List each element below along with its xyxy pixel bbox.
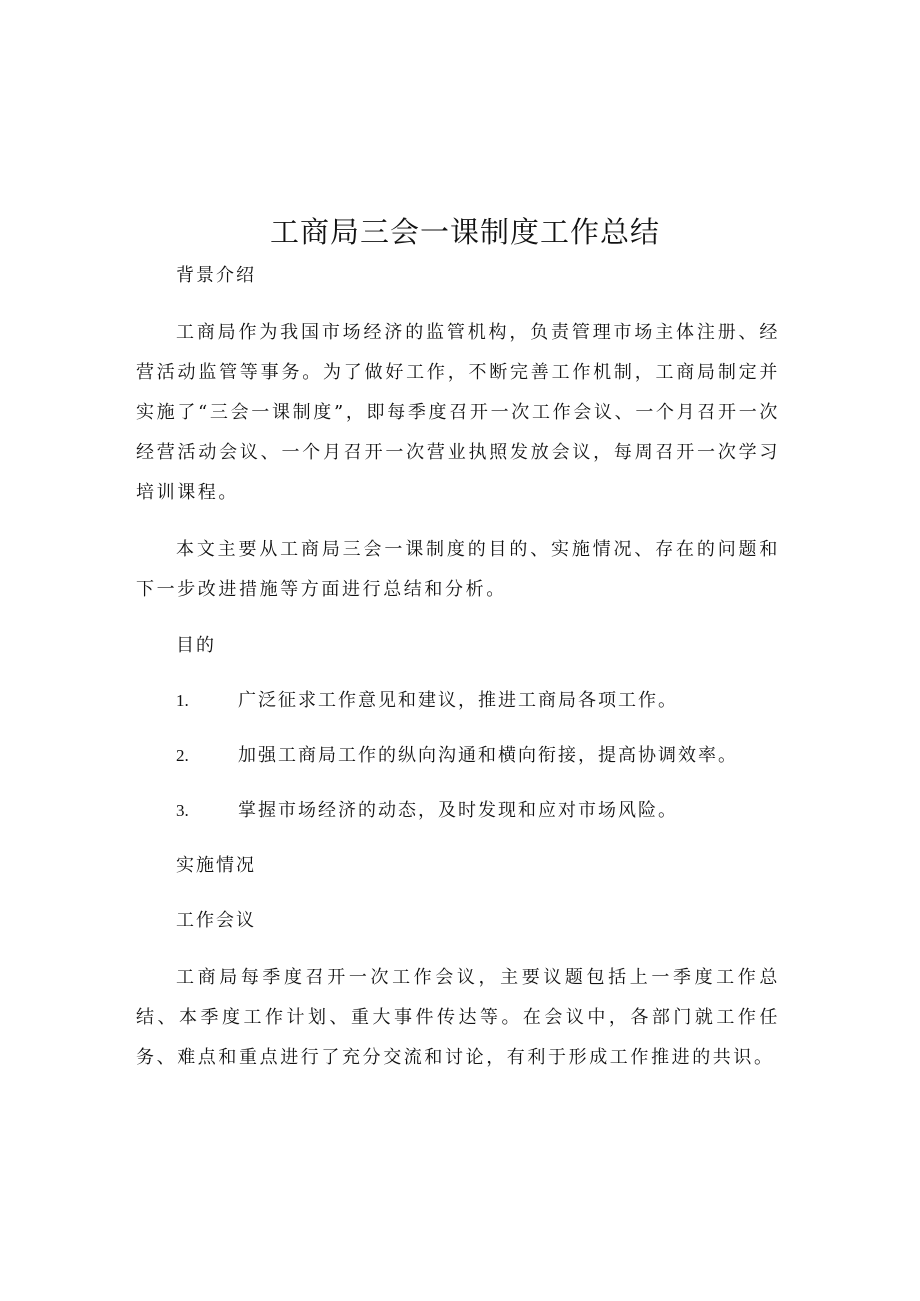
- list-item: [176, 687, 678, 715]
- list-item-text: 加强工商局工作的纵向沟通和横向衔接，提高协调效率。: [238, 745, 738, 766]
- document-title: 工商局三会一课制度工作总结: [269, 215, 660, 249]
- list-item: [176, 742, 738, 770]
- section-heading-background: 背景介绍: [176, 265, 256, 286]
- paragraph-work-meeting: 工商局每季度召开一次工作会议，主要议题包括上一季度工作总结、本季度工作计划、重大事件传达等。在会议中，各部门就工作任务、难点和重点进行了充分交流和讨论，有利于形成工作推进的共识。: [136, 967, 780, 1068]
- section-heading-implementation: 实施情况: [176, 855, 256, 876]
- list-item-number: 2.: [176, 746, 189, 765]
- list-item-text: 掌握市场经济的动态，及时发现和应对市场风险。: [238, 800, 678, 821]
- list-item-number: 3.: [176, 801, 189, 820]
- paragraph-background-2: 本文主要从工商局三会一课制度的目的、实施情况、存在的问题和下一步改进措施等方面进行总结和分析。: [136, 539, 780, 600]
- paragraph-background-1: 工商局作为我国市场经济的监管机构，负责管理市场主体注册、经营活动监管等事务。为了做好工作，不断完善工作机制，工商局制定并实施了“三会一课制度”，即每季度召开一次工作会议、一个月召开一次经营活动会议、一个月召开一次营业执照发放会议，每周召开一次学习培训课程。: [136, 322, 780, 503]
- subsection-heading-work-meeting: 工作会议: [176, 910, 256, 931]
- list-item-number: 1.: [176, 691, 189, 710]
- list-item: [176, 797, 678, 825]
- section-heading-purpose: 目的: [176, 635, 216, 656]
- list-item-text: 广泛征求工作意见和建议，推进工商局各项工作。: [238, 690, 678, 711]
